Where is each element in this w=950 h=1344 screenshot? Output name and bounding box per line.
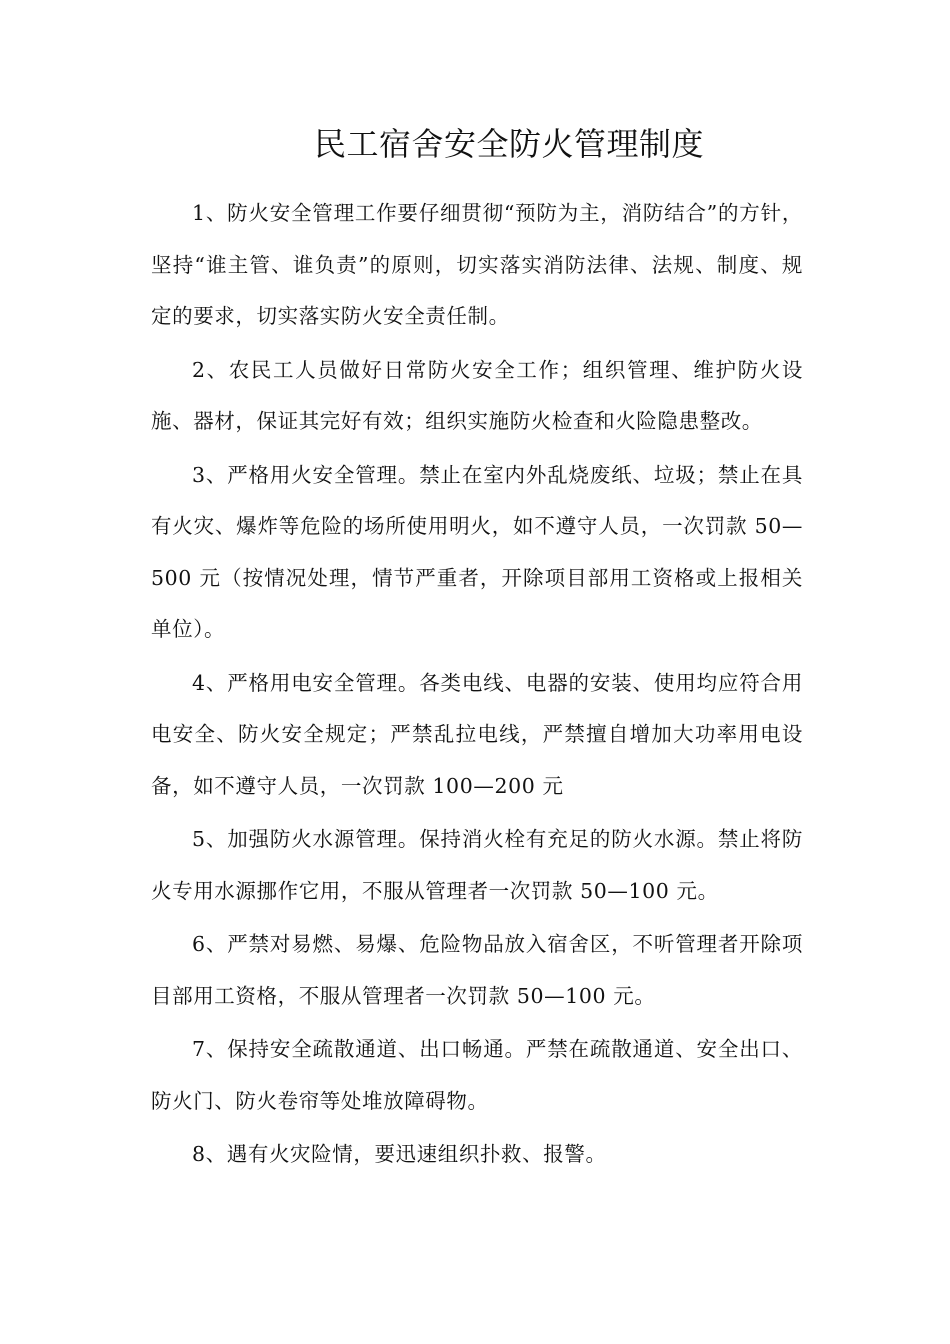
- paragraph-4: 4、严格用电安全管理。各类电线、电器的安装、使用均应符合用电安全、防火安全规定；严禁乱拉电线，严禁擅自增加大功率用电设备，如不遵守人员，一次罚款 100—200 元: [151, 670, 803, 798]
- paragraph-7: 7、保持安全疏散通道、出口畅通。严禁在疏散通道、安全出口、防火门、防火卷帘等处堆放障碍物。: [151, 1037, 803, 1113]
- paragraph-3: 3、严格用火安全管理。禁止在室内外乱烧废纸、垃圾；禁止在具有火灾、爆炸等危险的场所使用明火，如不遵守人员，一次罚款 50—500 元（按情况处理，情节严重者，开除项目部用工资格或上报相关单位）。: [151, 462, 803, 641]
- paragraph-5: 5、加强防火水源管理。保持消火栓有充足的防火水源。禁止将防火专用水源挪作它用，不服从管理者一次罚款 50—100 元。: [151, 827, 803, 903]
- paragraph-6: 6、严禁对易燃、易爆、危险物品放入宿舍区，不听管理者开除项目部用工资格，不服从管理者一次罚款 50—100 元。: [151, 932, 803, 1008]
- document-body: [151, 188, 803, 1183]
- document-title: 民工宿舍安全防火管理制度: [313, 125, 704, 163]
- paragraph-8: 8、遇有火灾险情，要迅速组织扑救、报警。: [192, 1142, 607, 1166]
- paragraph-2: 2、农民工人员做好日常防火安全工作；组织管理、维护防火设施、器材，保证其完好有效；组织实施防火检查和火险隐患整改。: [151, 357, 803, 433]
- paragraph-1: 1、防火安全管理工作要仔细贯彻“预防为主，消防结合”的方针，坚持“谁主管、谁负责”的原则，切实落实消防法律、法规、制度、规定的要求，切实落实防火安全责任制。: [151, 201, 803, 328]
